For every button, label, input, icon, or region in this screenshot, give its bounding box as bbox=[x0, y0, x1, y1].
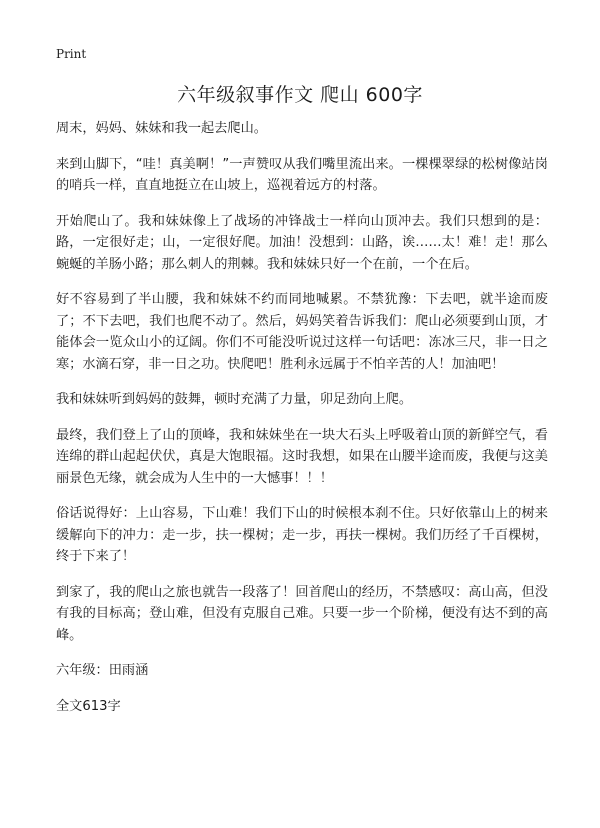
author-line: 六年级：田雨涵 bbox=[56, 663, 149, 678]
paragraph: 我和妹妹听到妈妈的鼓舞，顿时充满了力量，卯足劲向上爬。 bbox=[56, 392, 413, 407]
paragraph: 到家了，我的爬山之旅也就告一段落了！回首爬山的经历，不禁感叹：高山高，但没有我的目标高；登山难，但没有克服自己难。只要一步一个阶梯，便没有达不到的高峰。 bbox=[56, 584, 548, 643]
paragraph: 周末，妈妈、妹妹和我一起去爬山。 bbox=[56, 121, 267, 136]
article-title: 六年级叙事作文 爬山 600字 bbox=[177, 84, 423, 106]
word-count: 全文613字 bbox=[56, 698, 121, 714]
paragraph: 最终，我们登上了山的顶峰，我和妹妹坐在一块大石头上呼吸着山顶的新鲜空气，看连绵的群山起起伏伏，真是大饱眼福。这时我想，如果在山腰半途而废，我便与这美丽景色无缘，就会成为人生中的一大憾事！！！ bbox=[56, 427, 548, 486]
article-body bbox=[56, 118, 548, 731]
paragraph: 好不容易到了半山腰，我和妹妹不约而同地喊累。不禁犹豫：下去吧，就半途而废了；不下去吧，我们也爬不动了。然后，妈妈笑着告诉我们：爬山必须要到山顶，才能体会一览众山小的辽阔。你们不可能没听说过这样一句话吧：冻冰三尺，非一日之寒；水滴石穿，非一日之功。快爬吧！胜利永远属于不怕辛苦的人！加油吧！ bbox=[56, 292, 548, 372]
paragraph: 俗话说得好：上山容易，下山难！我们下山的时候根本刹不住。只好依靠山上的树来缓解向下的冲力：走一步，扶一棵树；走一步，再扶一棵树。我们历经了千百棵树，终于下来了！ bbox=[56, 506, 548, 564]
paragraph: 开始爬山了。我和妹妹像上了战场的冲锋战士一样向山顶冲去。我们只想到的是：路，一定很好走；山，一定很好爬。加油！没想到：山路，诶……太！难！走！那么蜿蜒的羊肠小路；那么刺人的荆棘。我和妹妹只好一个在前，一个在后。 bbox=[56, 213, 548, 272]
paragraph: 来到山脚下，“哇！真美啊！”一声赞叹从我们嘴里流出来。一棵棵翠绿的松树像站岗的哨兵一样，直直地挺立在山坡上，巡视着远方的村落。 bbox=[56, 156, 548, 193]
print-link[interactable]: Print bbox=[56, 47, 87, 61]
